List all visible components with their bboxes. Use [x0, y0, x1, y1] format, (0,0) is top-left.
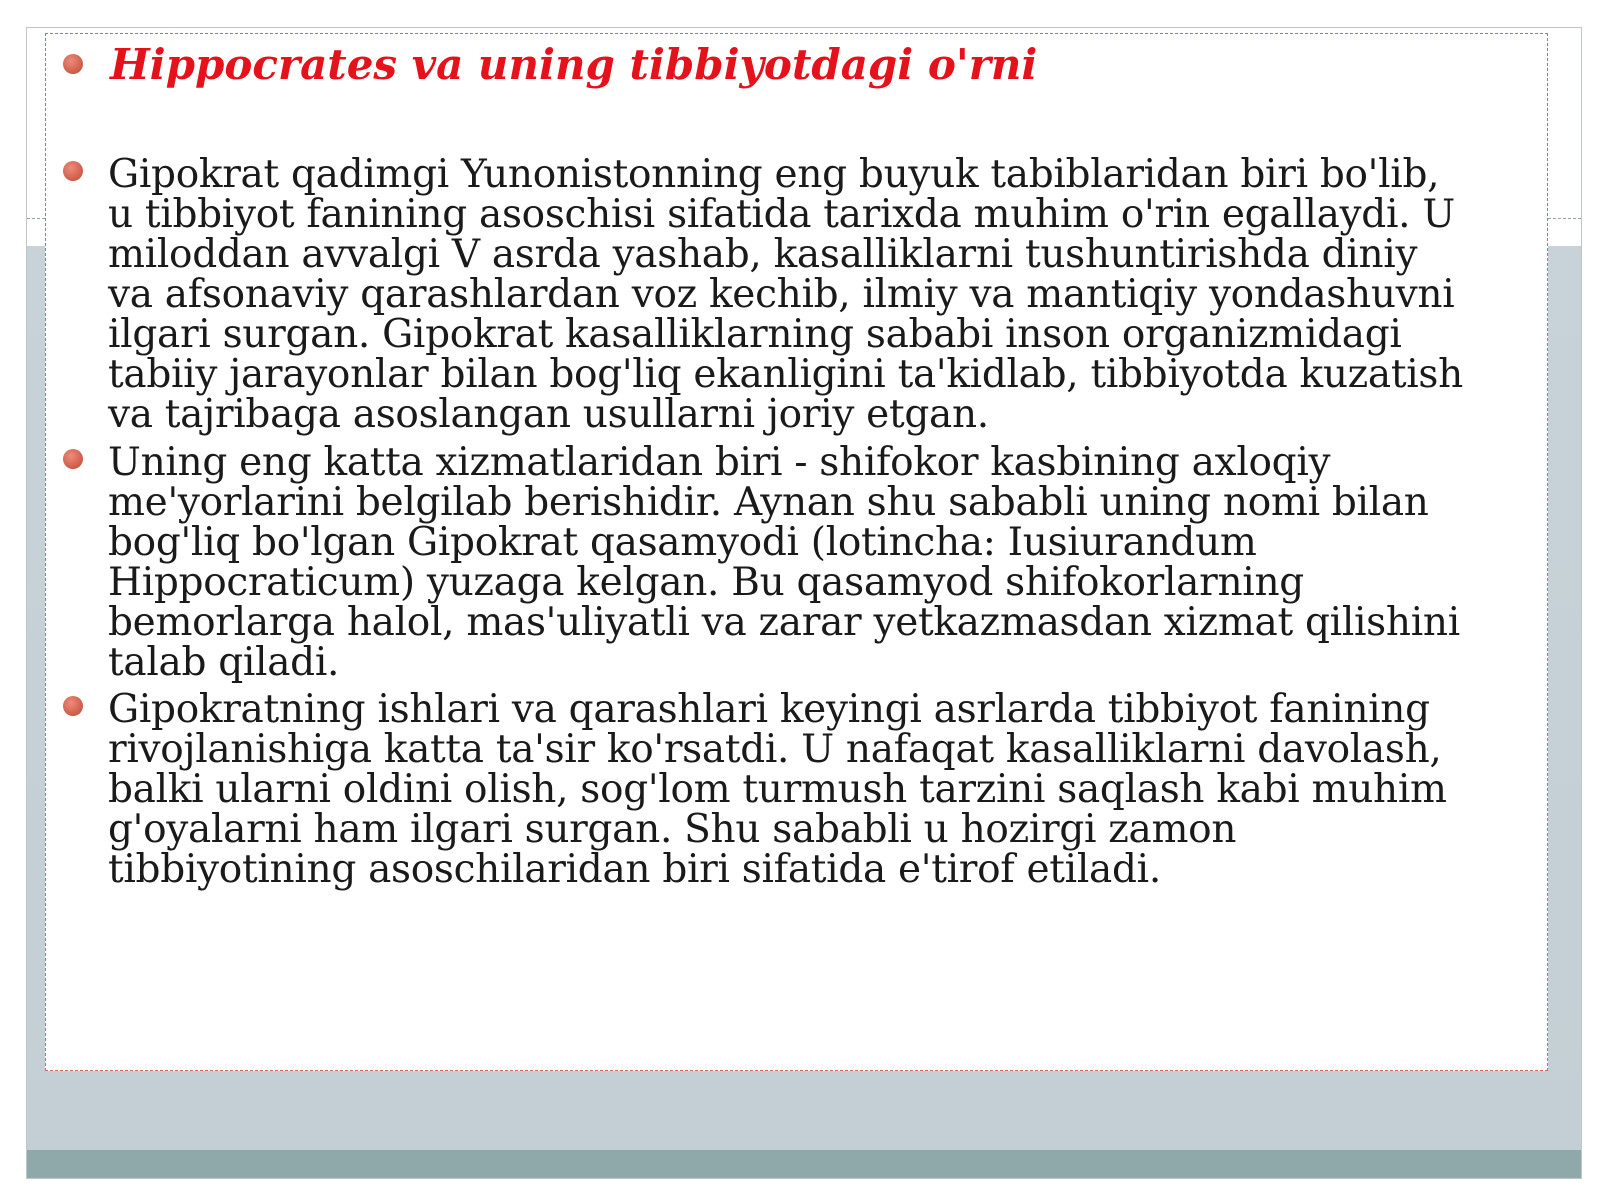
bullet-icon [63, 54, 83, 74]
slide [26, 27, 1582, 1179]
paragraph-line: talab qiladi. [108, 640, 340, 685]
paragraph-line: Gipokratning ishlari va qarashlari keyingi asrlarda tibbiyot fanining [108, 687, 1430, 732]
text-placeholder[interactable] [45, 33, 1548, 1071]
paragraph-line: bog'liq bo'lgan Gipokrat qasamyodi (lotincha: Iusiurandum [108, 520, 1257, 565]
footer-band [27, 1150, 1581, 1178]
paragraph-line: rivojlanishiga katta ta'sir ko'rsatdi. U nafaqat kasalliklarni davolash, [108, 727, 1442, 772]
paragraph-line: ilgari surgan. Gipokrat kasalliklarning sababi inson organizmidagi [108, 312, 1402, 357]
paragraph-line: Gipokrat qadimgi Yunonistonning eng buyuk tabiblaridan biri bo'lib, [108, 152, 1440, 197]
paragraph [108, 440, 1548, 685]
paragraph [108, 152, 1548, 437]
paragraph-line: balki ularni oldini olish, sog'lom turmush tarzini saqlash kabi muhim [108, 767, 1447, 812]
paragraph-line: Uning eng katta xizmatlaridan biri - shifokor kasbining axloqiy [108, 440, 1331, 485]
paragraph-line: va tajribaga asoslangan usullarni joriy etgan. [108, 392, 989, 437]
paragraph-line: miloddan avvalgi V asrda yashab, kasalliklarni tushuntirishda diniy [108, 232, 1418, 277]
bullet-icon [63, 449, 83, 469]
bullet-icon [63, 161, 83, 181]
paragraph-line: u tibbiyot fanining asoschisi sifatida tarixda muhim o'rin egallaydi. U [108, 192, 1455, 237]
paragraph-line: tibbiyotining asoschilaridan biri sifatida e'tirof etiladi. [108, 847, 1161, 892]
paragraph-line: Hippocraticum) yuzaga kelgan. Bu qasamyod shifokorlarning [108, 560, 1304, 605]
bullet-icon [63, 696, 83, 716]
paragraph-line: tabiiy jarayonlar bilan bog'liq ekanligini ta'kidlab, tibbiyotda kuzatish [108, 352, 1463, 397]
slide-title: Hippocrates va uning tibbiyotdagi o'rni [110, 40, 1038, 89]
paragraph-line: g'oyalarni ham ilgari surgan. Shu sababli u hozirgi zamon [108, 807, 1237, 852]
paragraph [108, 687, 1548, 892]
paragraph-line: me'yorlarini belgilab berishidir. Aynan shu sababli uning nomi bilan [108, 480, 1429, 525]
paragraph-line: bemorlarga halol, mas'uliyatli va zarar yetkazmasdan xizmat qilishini [108, 600, 1460, 645]
paragraph-line: va afsonaviy qarashlardan voz kechib, ilmiy va mantiqiy yondashuvni [108, 272, 1455, 317]
